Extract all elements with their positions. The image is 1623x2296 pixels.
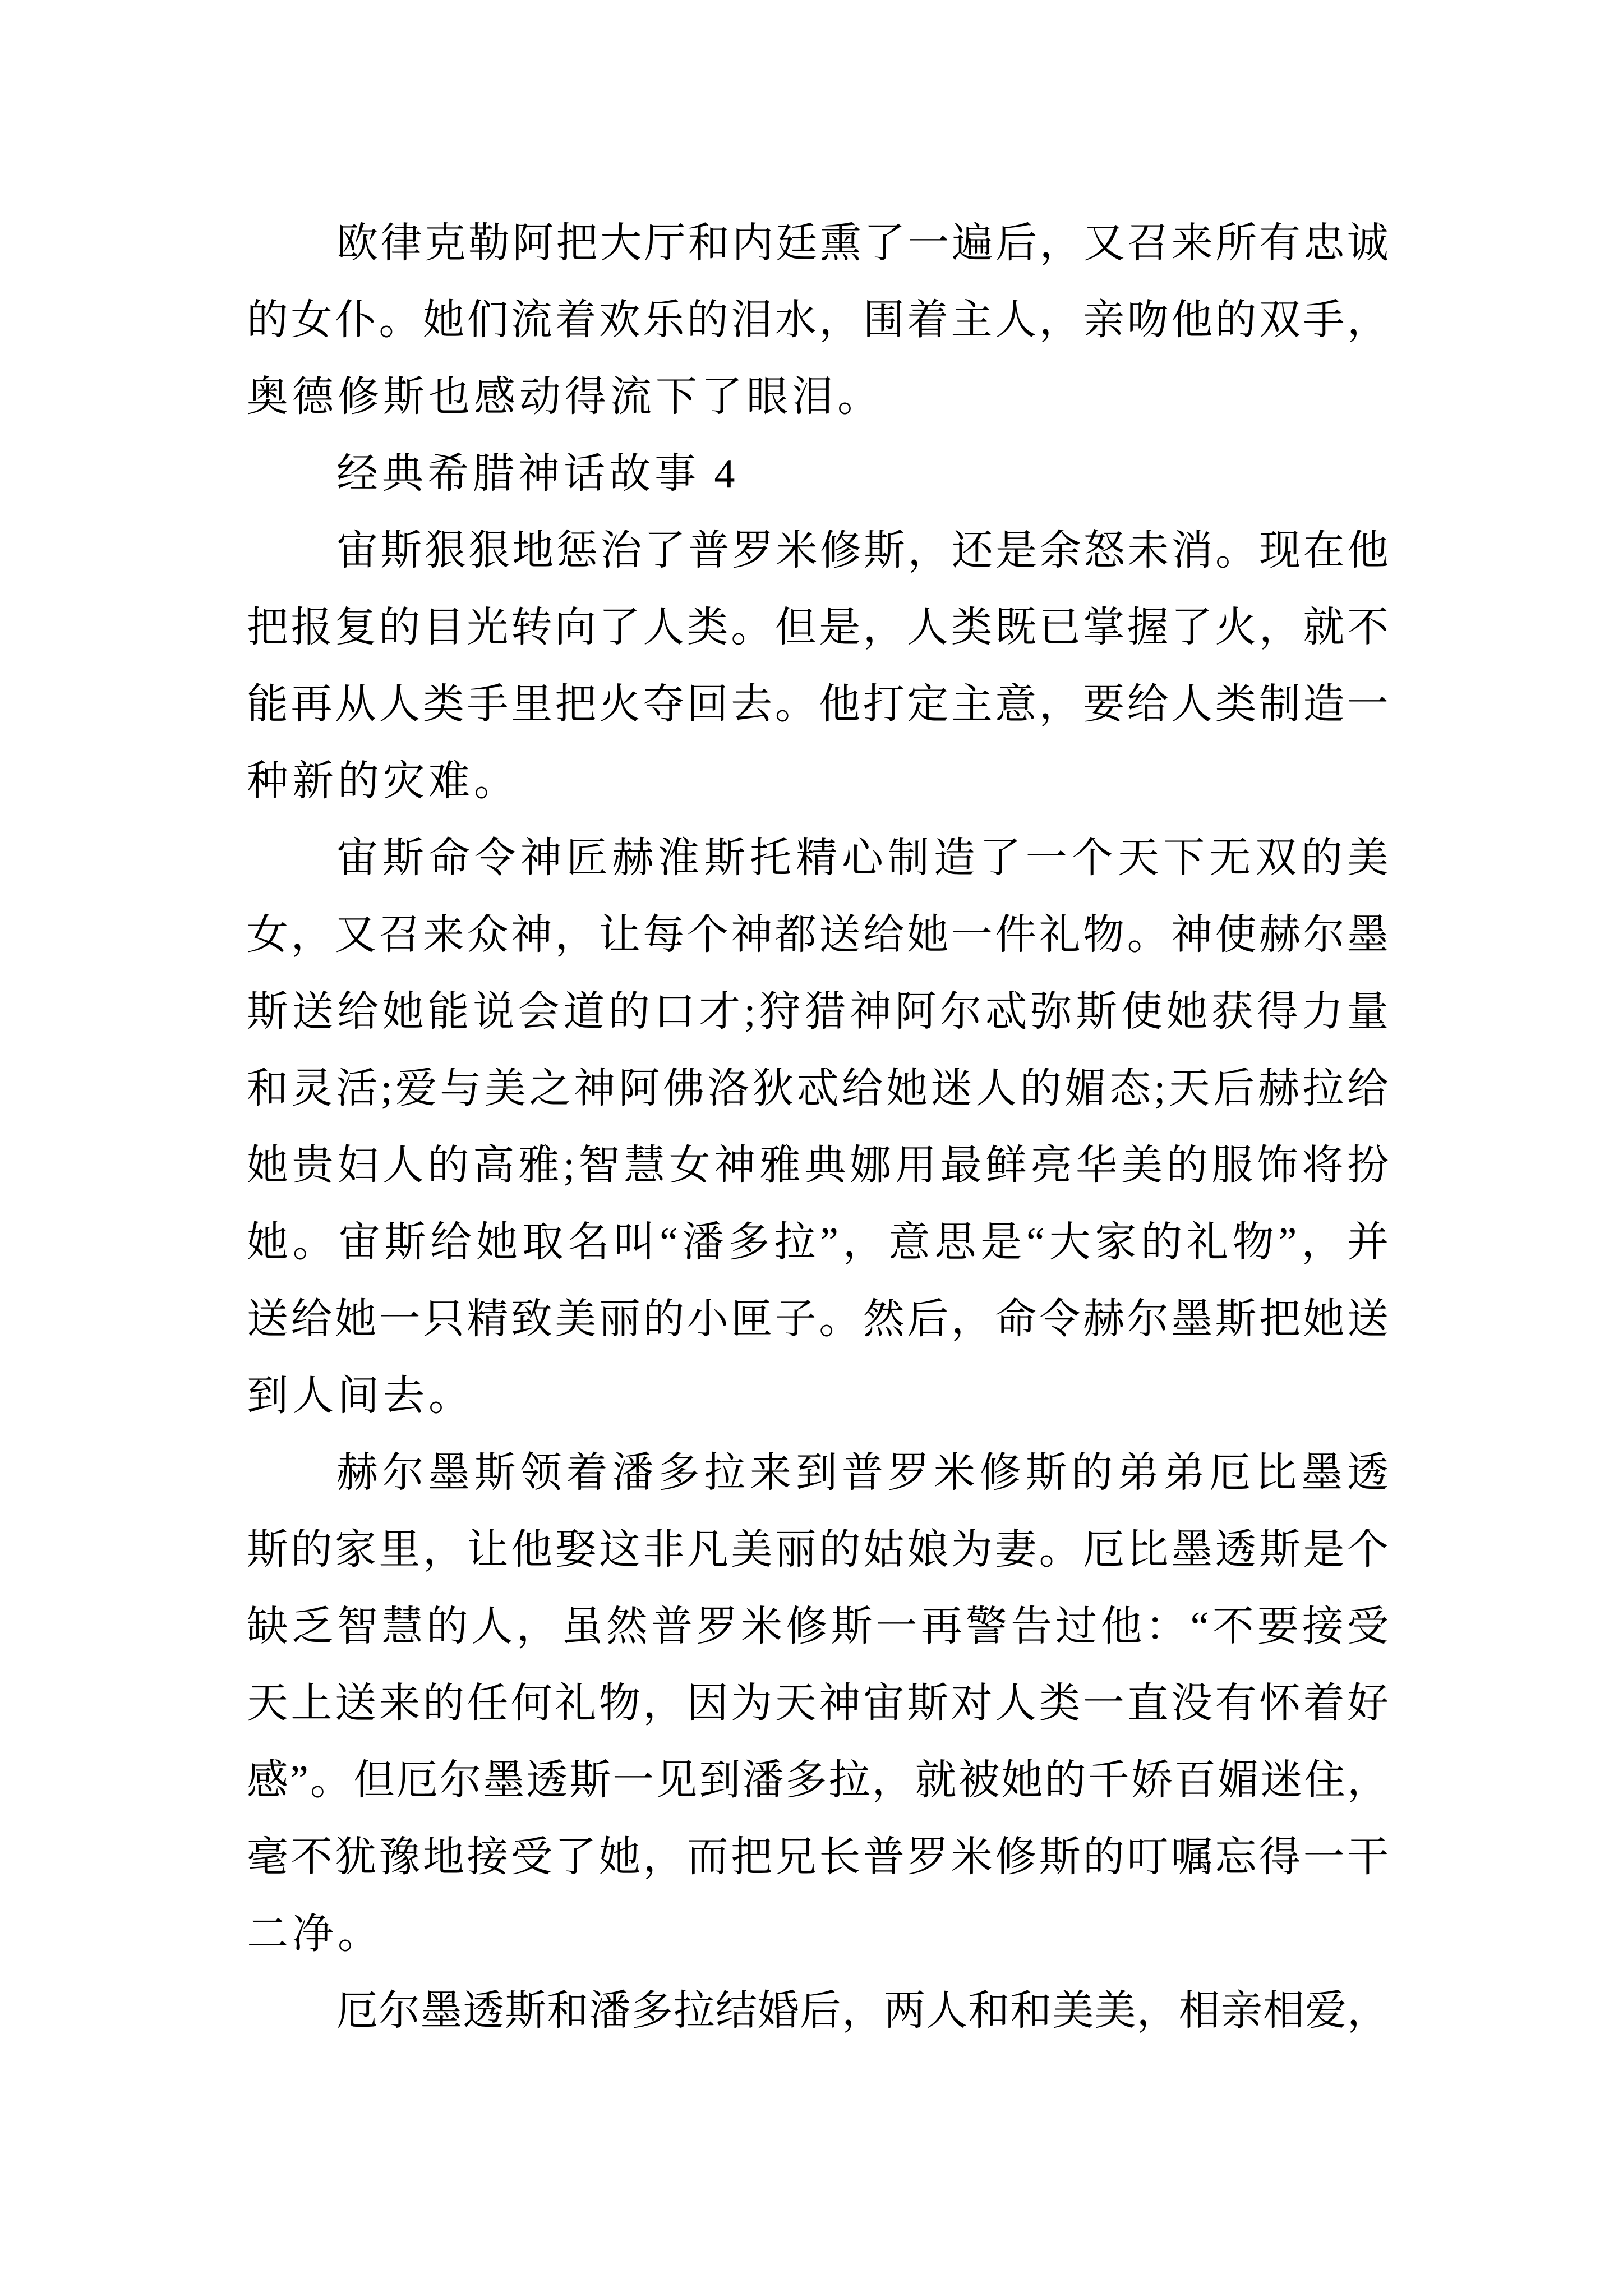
text-line: 到人间去。: [247, 1373, 474, 1419]
paragraph: [247, 1973, 1389, 2050]
paragraph: [247, 205, 1389, 436]
text-line: 把报复的目光转向了人类。但是，人类既已掌握了火，就不: [247, 605, 1389, 651]
text-line: 的女仆。她们流着欢乐的泪水，围着主人，亲吻他的双手，: [247, 297, 1389, 343]
paragraph: [247, 436, 1389, 513]
text-line: 天上送来的任何礼物，因为天神宙斯对人类一直没有怀着好: [247, 1681, 1389, 1727]
text-line: 她贵妇人的高雅;智慧女神雅典娜用最鲜亮华美的服饰将扮: [247, 1143, 1389, 1189]
text-line: 二净。: [247, 1911, 383, 1957]
text-line: 毫不犹豫地接受了她，而把兄长普罗米修斯的叮嘱忘得一干: [247, 1834, 1389, 1880]
text-line: 送给她一只精致美丽的小匣子。然后，命令赫尔墨斯把她送: [247, 1296, 1389, 1342]
section-heading: 经典希腊神话故事 4: [336, 451, 739, 497]
text-line: 斯的家里，让他娶这非凡美丽的姑娘为妻。厄比墨透斯是个: [247, 1527, 1389, 1573]
paragraph-first-line: 宙斯命令神匠赫淮斯托精心制造了一个天下无双的美: [336, 835, 1389, 881]
paragraph-first-line: 欧律克勒阿把大厅和内廷熏了一遍后，又召来所有忠诚: [336, 220, 1389, 266]
text-line: 和灵活;爱与美之神阿佛洛狄忒给她迷人的媚态;天后赫拉给: [247, 1066, 1389, 1112]
text-line: 奥德修斯也感动得流下了眼泪。: [247, 374, 883, 420]
paragraph: [247, 513, 1389, 820]
text-line: 能再从人类手里把火夺回去。他打定主意，要给人类制造一: [247, 682, 1389, 728]
paragraph-first-line: 宙斯狠狠地惩治了普罗米修斯，还是余怒未消。现在他: [336, 528, 1389, 574]
text-block: [247, 205, 1389, 2050]
paragraph: [247, 1435, 1389, 1973]
text-line: 斯送给她能说会道的口才;狩猎神阿尔忒弥斯使她获得力量: [247, 989, 1389, 1035]
paragraph-first-line: 厄尔墨透斯和潘多拉结婚后，两人和和美美，相亲相爱，: [336, 1988, 1389, 2034]
text-line: 缺乏智慧的人，虽然普罗米修斯一再警告过他：“不要接受: [247, 1604, 1389, 1650]
paragraph: [247, 820, 1389, 1435]
text-line: 女，又召来众神，让每个神都送给她一件礼物。神使赫尔墨: [247, 912, 1389, 958]
paragraph-first-line: 赫尔墨斯领着潘多拉来到普罗米修斯的弟弟厄比墨透: [336, 1450, 1389, 1496]
text-line: 她。宙斯给她取名叫“潘多拉”，意思是“大家的礼物”，并: [247, 1220, 1389, 1266]
text-line: 种新的灾难。: [247, 758, 519, 804]
text-line: 感”。但厄尔墨透斯一见到潘多拉，就被她的千娇百媚迷住，: [247, 1757, 1389, 1803]
